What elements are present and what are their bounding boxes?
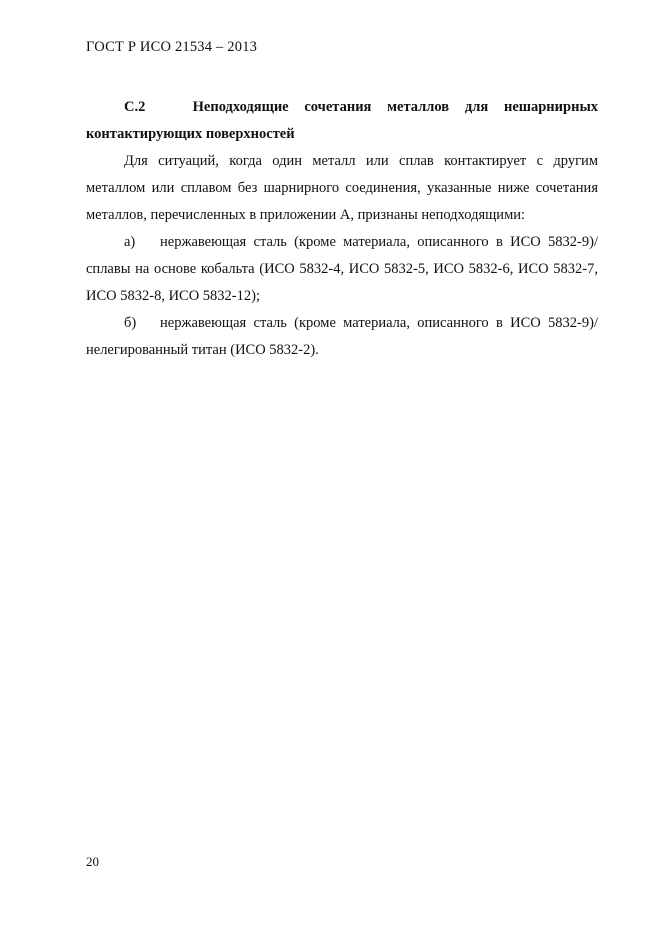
list-item-marker: а) xyxy=(124,234,136,250)
section-title: Неподходящие сочетания металлов для нешарнирных контактирующих поверхностей xyxy=(86,99,599,142)
document-header: ГОСТ Р ИСО 21534 – 2013 xyxy=(86,39,258,55)
section-number: С.2 xyxy=(124,99,146,115)
page-number: 20 xyxy=(86,854,99,869)
section-heading xyxy=(86,94,598,148)
list-item-marker: б) xyxy=(124,315,137,331)
list-item xyxy=(86,310,598,364)
list-item-text: нержавеющая сталь (кроме материала, описанного в ИСО 5832-9)/сплавы на основе кобальта (ИСО 5832-4, ИСО 5832-5, ИСО 5832-6, ИСО 5832-7, ИСО 5832-8, ИСО 5832-12); xyxy=(86,234,598,304)
page-body xyxy=(86,94,598,364)
intro-paragraph: Для ситуаций, когда один металл или сплав контактирует с другим металлом или сплавом без шарнирного соединения, указанные ниже сочетания металлов, перечисленных в приложении А, признаны неподходящими: xyxy=(86,153,598,223)
list-item-text: нержавеющая сталь (кроме материала, описанного в ИСО 5832-9)/нелегированный титан (ИСО 5832-2). xyxy=(86,315,598,358)
list-item xyxy=(86,229,598,310)
